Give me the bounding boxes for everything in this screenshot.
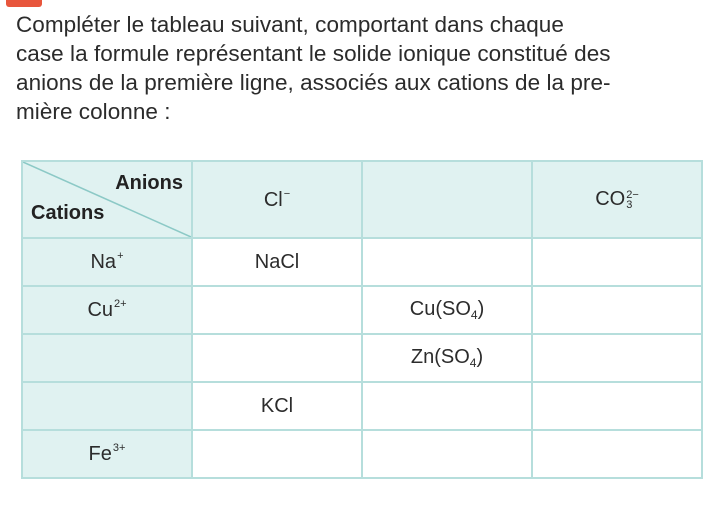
formula-cell[interactable] [532, 382, 702, 430]
anion-subscript: 3 [626, 198, 633, 211]
formula-cell[interactable] [362, 286, 532, 334]
formula-text: NaCl [254, 250, 300, 273]
anion-charge-stack [626, 190, 639, 210]
formula-cell[interactable] [362, 334, 532, 382]
formula-cell[interactable] [532, 334, 702, 382]
formula-subscript: 4 [470, 308, 478, 322]
anion-header-cell [192, 161, 362, 238]
table-row [22, 334, 702, 382]
formula-cell[interactable] [532, 286, 702, 334]
formula-cell[interactable] [192, 238, 362, 286]
cation-cell[interactable] [22, 382, 192, 430]
formula-text: KCl [260, 394, 294, 417]
formula-close: ) [476, 346, 484, 368]
anions-label: Anions [115, 172, 183, 194]
ionic-solids-table [21, 160, 703, 479]
table-row [22, 238, 702, 286]
anion-header-cell [532, 161, 702, 238]
exercise-instructions [16, 10, 711, 126]
formula-cell[interactable] [192, 430, 362, 478]
instruction-line: Compléter le tableau suivant, comportant dans chaque [16, 12, 564, 37]
formula-text: Zn(SO [410, 346, 470, 368]
cations-label: Cations [31, 202, 105, 224]
formula-subscript: 4 [469, 356, 477, 370]
anion-symbol: Cl [263, 188, 283, 211]
formula-cell[interactable] [192, 286, 362, 334]
cation-cell [22, 430, 192, 478]
anion-charge: − [283, 187, 291, 200]
cation-charge: 2+ [114, 298, 127, 310]
cation-charge: 3+ [112, 442, 126, 454]
anions-header-row [22, 161, 702, 238]
instruction-line: anions de la première ligne, associés aux cations de la pre- [16, 70, 611, 95]
corner-cell [22, 161, 192, 238]
formula-cell[interactable] [362, 238, 532, 286]
exercise-number-marker [6, 0, 42, 7]
instruction-line: mière colonne : [16, 99, 171, 124]
cation-symbol: Cu [87, 299, 114, 321]
formula-close: ) [477, 298, 485, 320]
instruction-line: case la formule représentant le solide ionique constitué des [16, 41, 611, 66]
formula-cell[interactable] [362, 382, 532, 430]
cation-symbol: Na [90, 251, 117, 273]
formula-cell[interactable] [362, 430, 532, 478]
cation-cell[interactable] [22, 334, 192, 382]
formula-cell[interactable] [532, 238, 702, 286]
cation-symbol: Fe [88, 443, 112, 465]
formula-text: Cu(SO [409, 298, 471, 320]
table-row [22, 382, 702, 430]
cation-charge: + [117, 250, 124, 262]
anion-header-cell [362, 161, 532, 238]
formula-cell[interactable] [532, 430, 702, 478]
formula-cell[interactable] [192, 334, 362, 382]
cation-cell [22, 238, 192, 286]
cation-cell [22, 286, 192, 334]
anion-charge: 2− [626, 188, 639, 201]
anion-symbol: CO [595, 188, 626, 210]
table-row [22, 430, 702, 478]
formula-cell[interactable] [192, 382, 362, 430]
table-row [22, 286, 702, 334]
